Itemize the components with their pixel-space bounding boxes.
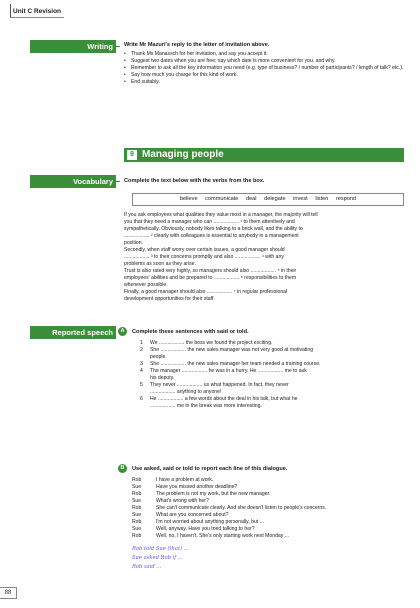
text-line: If you ask employees what qualities they value most in a manager, the majority will tell bbox=[124, 212, 318, 218]
exercise-b-badge: B bbox=[118, 464, 127, 473]
dialogue-line: What's wrong with her? bbox=[156, 498, 209, 504]
text-line: problems as soon as they arise. bbox=[124, 261, 196, 267]
word-item: respond bbox=[335, 196, 357, 202]
item-number: 3 bbox=[140, 361, 143, 367]
text-line: position. bbox=[124, 240, 143, 246]
dialogue-row bbox=[132, 477, 326, 484]
word-item: delegate bbox=[264, 196, 286, 202]
handwritten-line: Rob said ... bbox=[132, 564, 162, 570]
dialogue-row bbox=[132, 484, 326, 491]
text-line: employees' abilities and be prepared to .................. ⁶ responsibilities to them bbox=[124, 275, 297, 281]
list-item bbox=[140, 396, 405, 410]
writing-bullets bbox=[124, 51, 409, 86]
dialogue-line: Well, anyway. Have you tried talking to her? bbox=[156, 526, 255, 532]
item-line: people. bbox=[150, 354, 167, 360]
exercise-a-badge: A bbox=[118, 327, 127, 336]
header-underline bbox=[10, 17, 64, 18]
speaker: Rob bbox=[132, 491, 142, 497]
vocabulary-text bbox=[124, 212, 414, 303]
list-item bbox=[140, 347, 405, 361]
dialogue-line: The problem is not my work, but the new manager. bbox=[156, 491, 271, 497]
text-line: .................. ² clearly with colleagues is essential to anybody in a management bbox=[124, 233, 299, 239]
speaker: Rob bbox=[132, 519, 142, 525]
word-item: believe bbox=[179, 196, 198, 202]
text-line: sympathetically. Obviously, nobody likes talking to a brick wall, and the ability to bbox=[124, 226, 303, 232]
dialogue-line: Have you missed another deadline? bbox=[156, 484, 238, 490]
item-line: .................. me in the break was more interesting. bbox=[150, 403, 262, 409]
page-number: 88 bbox=[0, 587, 17, 599]
text-line: you that they need a manager who can .................. ¹ to them attentively and bbox=[124, 219, 295, 225]
reported-speech-tab: Reported speech bbox=[30, 326, 116, 339]
handwritten-line: Sue asked Rob if ... bbox=[132, 555, 183, 561]
word-item: listen bbox=[315, 196, 329, 202]
writing-tab-rule bbox=[116, 46, 120, 47]
speaker: Rob bbox=[132, 533, 142, 539]
list-item: • Suggest two dates when you are free; say which date is more convenient for you, and why. bbox=[124, 58, 409, 65]
dialogue-row bbox=[132, 533, 326, 540]
dialogue-table bbox=[132, 477, 326, 540]
dialogue-row bbox=[132, 526, 326, 533]
speaker: Rob bbox=[132, 505, 142, 511]
speaker: Sue bbox=[132, 512, 142, 518]
writing-instruction: Write Mr Mazuri's reply to the letter of invitation above. bbox=[124, 42, 270, 48]
dialogue-row bbox=[132, 505, 326, 512]
dialogue-row bbox=[132, 498, 326, 505]
speaker: Rob bbox=[132, 477, 142, 483]
unit-title: Unit C Revision bbox=[13, 8, 62, 15]
list-item: • Thank Ms Manassch for her invitation, and say you accept it. bbox=[124, 51, 409, 58]
list-item bbox=[140, 340, 405, 347]
item-number: 1 bbox=[140, 340, 143, 346]
item-line: He .................. a few words about the deal in his talk, but what he bbox=[150, 396, 298, 402]
item-line: She .................. the new sales manager her team needed a training course. bbox=[150, 361, 321, 367]
speaker: Sue bbox=[132, 526, 142, 532]
handwritten-line: Rob told Sue (that) ... bbox=[132, 546, 189, 552]
item-number: 4 bbox=[140, 368, 143, 374]
item-line: The manager .................. he was in a hurry. He .................. me to ask bbox=[150, 368, 307, 374]
dialogue-line: She can't communicate clearly. And she doesn't listen to people's concerns. bbox=[156, 505, 327, 511]
dialogue-row bbox=[132, 519, 326, 526]
text-line: whenever possible. bbox=[124, 282, 168, 288]
item-line: She .................. the new sales manager was not very good at motivating bbox=[150, 347, 314, 353]
item-line: his deputy. bbox=[150, 375, 175, 381]
text-line: Trust is also rated very highly, so managers should also .................. ⁵ in their bbox=[124, 268, 297, 274]
exercise-a-instruction: Complete these sentences with said or told. bbox=[132, 329, 249, 335]
text-line: Secondly, when staff worry over certain issues, a good manager should bbox=[124, 247, 285, 253]
text-line: Finally, a good manager should also .................. ⁷ in regular professional bbox=[124, 289, 288, 295]
section-number: 9 bbox=[127, 150, 137, 160]
dialogue-row bbox=[132, 491, 326, 498]
item-line: .................. anything to anyone! bbox=[150, 389, 222, 395]
dialogue-line: What are you concerned about? bbox=[156, 512, 229, 518]
list-item: • Remember to ask all the key information you need (e.g. type of business? / number of participants? / length of talk? etc.). bbox=[124, 65, 409, 72]
text-line: .................. ³ to their concerns promptly and also .................. ⁴ with any bbox=[124, 254, 284, 260]
writing-tab: Writing bbox=[30, 40, 116, 53]
word-item: invest bbox=[293, 196, 308, 202]
item-line: They never .................. us what happened. In fact, they never bbox=[150, 382, 289, 388]
list-item bbox=[140, 382, 405, 396]
word-item: deal bbox=[245, 196, 257, 202]
list-item: • Say how much you charge for this kind of work. bbox=[124, 72, 409, 79]
speaker: Sue bbox=[132, 498, 142, 504]
text-line: development opportunities for their staff. bbox=[124, 296, 215, 302]
section-title: Managing people bbox=[142, 149, 224, 160]
dialogue-row bbox=[132, 512, 326, 519]
dialogue-line: I have a problem at work. bbox=[156, 477, 214, 483]
word-box bbox=[132, 193, 404, 206]
item-number: 6 bbox=[140, 396, 143, 402]
list-item bbox=[140, 361, 405, 368]
dialogue-line: I'm not worried about anything personally, but ... bbox=[156, 519, 264, 525]
item-number: 2 bbox=[140, 347, 143, 353]
exercise-a-items bbox=[140, 340, 405, 410]
header-rule bbox=[10, 4, 11, 18]
speaker: Sue bbox=[132, 484, 142, 490]
dialogue-line: Well, no, I haven't. She's only starting work next Monday ... bbox=[156, 533, 289, 539]
word-item: communicate bbox=[205, 196, 239, 202]
list-item bbox=[140, 368, 405, 382]
section-banner bbox=[124, 148, 404, 162]
vocabulary-tab: Vocabulary bbox=[30, 175, 116, 188]
vocabulary-instruction: Complete the text below with the verbs from the box. bbox=[124, 178, 265, 184]
item-line: We .................. the boss we found the project exciting. bbox=[150, 340, 273, 346]
handwritten-answers bbox=[132, 545, 332, 572]
exercise-b-instruction: Use asked, said or told to report each line of this dialogue. bbox=[132, 466, 288, 472]
vocabulary-tab-rule bbox=[116, 181, 120, 182]
list-item: • End suitably. bbox=[124, 79, 409, 86]
item-number: 5 bbox=[140, 382, 143, 388]
